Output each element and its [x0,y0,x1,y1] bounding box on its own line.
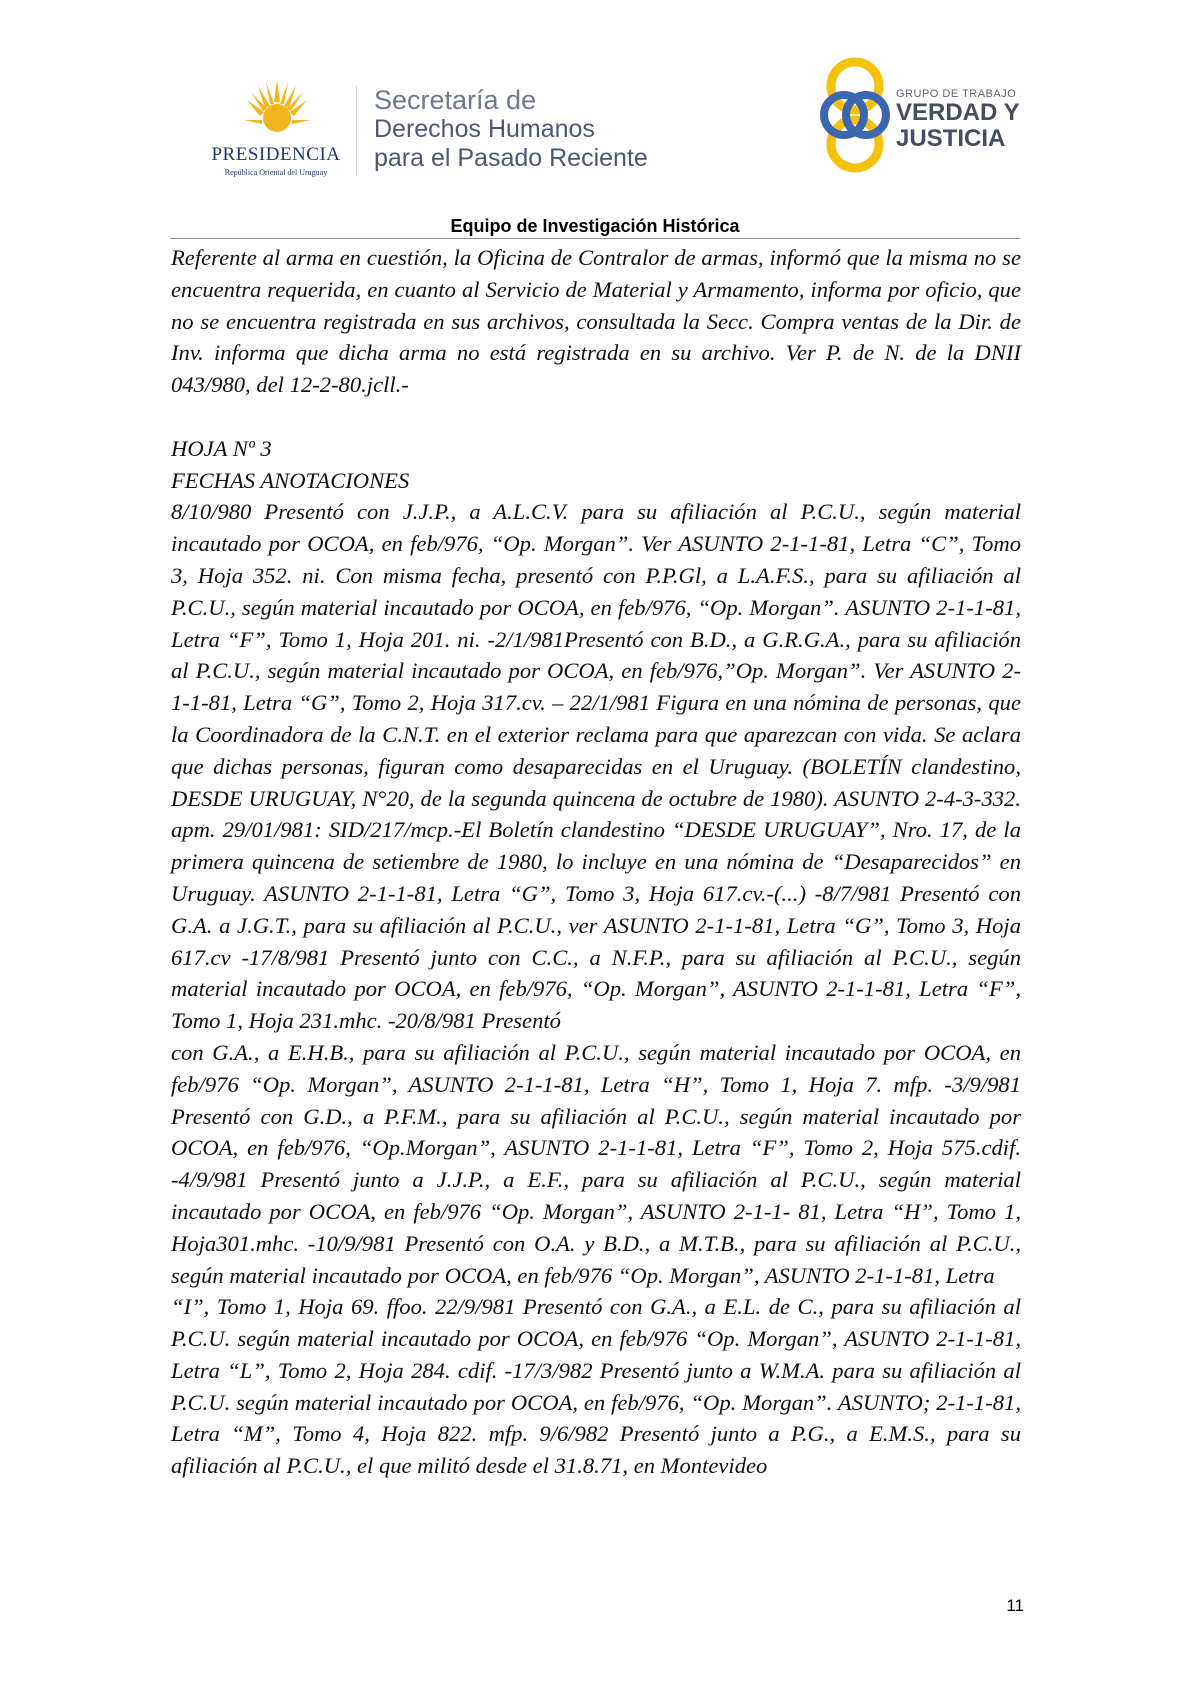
presidencia-logo [196,78,356,178]
page-number: 11 [1006,1596,1024,1615]
fechas-heading: FECHAS ANOTACIONES [171,467,410,493]
paragraph-arma: Referente al arma en cuestión, la Oficina de Contralor de armas, informó que la misma no se encuentra requerida, en cuanto al Servicio de Material y Armamento, informa por oficio, que no se encuentra registrada en sus archivos, consultada la Secc. Compra ventas de la Dir. de Inv. informa que dicha arma no está registrada en su archivo. Ver P. de N. de la DNII 043/980, del 12-2-80.jcll.- [171,245,1021,398]
paragraph-anotaciones-3: “I”, Tomo 1, Hoja 69. ffoo. 22/9/981 Presentó con G.A., a E.L. de C., para su afiliación al P.C.U. según material incautado por OCOA, en feb/976 “Op. Morgan”, ASUNTO 2-1-1-81, Letra “L”, Tomo 2, Hoja 284. cdif. -17/3/982 Presentó junto a W.M.A. para su afiliación al P.C.U. según material incautado por OCOA, en feb/976, “Op. Morgan”. ASUNTO; 2-1-1-81, Letra “M”, Tomo 4, Hoja 822. mfp. 9/6/982 Presentó junto a P.G., a E.M.S., para su afiliación al P.C.U., el que militó desde el 31.8.71, en Montevideo [171,1294,1021,1479]
secretaria-line2: Derechos Humanos [374,115,595,143]
presidencia-subtitle: República Oriental del Uruguay [224,168,328,177]
paragraph-anotaciones-1: 8/10/980 Presentó con J.J.P., a A.L.C.V. para su afiliación al P.C.U., según material incautado por OCOA, en feb/976, “Op. Morgan”. Ver ASUNTO 2-1-1-81, Letra “C”, Tomo 3, Hoja 352. ni. Con misma fecha, presentó con P.P.Gl, a L.A.F.S., para su afiliación al P.C.U., según material incautado por OCOA, en feb/976, “Op. Morgan”. ASUNTO 2-1-1-81, Letra “F”, Tomo 1, Hoja 201. ni. -2/1/981Presentó con B.D., a G.R.G.A., para su afiliación al P.C.U., según material incautado por OCOA, en feb/976,”Op. Morgan”. Ver ASUNTO 2-1-1-81, Letra “G”, Tomo 2, Hoja 317.cv. – 22/1/981 Figura en una nómina de personas, que la Coordinadora de la C.N.T. en el exterior reclama para que aparezcan con vida. Se aclara que dichas personas, figuran como desaparecidas en el Uruguay. (BOLETÍN clandestino, DESDE URUGUAY, N°20, de la segunda quincena de octubre de 1980). ASUNTO 2-4-3-332. apm. 29/01/981: SID/217/mcp.-El Boletín clandestino “DESDE URUGUAY”, Nro. 17, de la primera quincena de setiembre de 1980, lo incluye en una nómina de “Desaparecidos” en Uruguay. ASUNTO 2-1-1-81, Letra “G”, Tomo 3, Hoja 617.cv.-(...) -8/7/981 Presentó con G.A. a J.G.T., para su afiliación al P.C.U., ver ASUNTO 2-1-1-81, Letra “G”, Tomo 3, Hoja 617.cv -17/8/981 Presentó junto con C.C., a N.F.P., para su afiliación al P.C.U., según material incautado por OCOA, en feb/976, “Op. Morgan”, ASUNTO 2-1-1-81, Letra “F”, Tomo 1, Hoja 231.mhc. -20/8/981 Presentó [171,499,1021,1034]
document-body [171,242,1021,1482]
secretaria-line1: Secretaría de [374,85,537,115]
blank-line [171,401,1021,433]
verdad-justicia-logo [820,54,1040,178]
hoja-heading: HOJA Nº 3 [171,435,272,461]
paragraph-anotaciones-2: con G.A., a E.H.B., para su afiliación al P.C.U., según material incautado por OCOA, en feb/976 “Op. Morgan”, ASUNTO 2-1-1-81, Letra “H”, Tomo 1, Hoja 7. mfp. -3/9/981 Presentó con G.D., a P.F.M., para su afiliación al P.C.U., según material incautado por OCOA, en feb/976, “Op.Morgan”, ASUNTO 2-1-1-81, Letra “F”, Tomo 2, Hoja 575.cdif. -4/9/981 Presentó junto a J.J.P., a E.F., para su afiliación al P.C.U., según material incautado por OCOA, en feb/976 “Op. Morgan”, ASUNTO 2-1-1- 81, Letra “H”, Tomo 1, Hoja301.mhc. -10/9/981 Presentó con O.A. y B.D., a M.T.B., para su afiliación al P.C.U., según material incautado por OCOA, en feb/976 “Op. Morgan”, ASUNTO 2-1-1-81, Letra [171,1039,1021,1288]
gtvj-line2: VERDAD Y [896,99,1020,126]
sun-emblem-icon [244,78,310,144]
gtvj-line1: GRUPO DE TRABAJO [896,88,1017,100]
header-rule [170,238,1020,239]
verdad-justicia-text [896,88,1046,152]
secretaria-logo-text [374,86,714,173]
interlocked-rings-icon [820,54,890,178]
secretaria-line3: para el Pasado Reciente [374,144,648,172]
presidencia-name: PRESIDENCIA [211,144,341,165]
team-title: Equipo de Investigación Histórica [450,216,740,236]
gtvj-line3: JUSTICIA [896,125,1006,152]
header-divider [356,86,357,176]
